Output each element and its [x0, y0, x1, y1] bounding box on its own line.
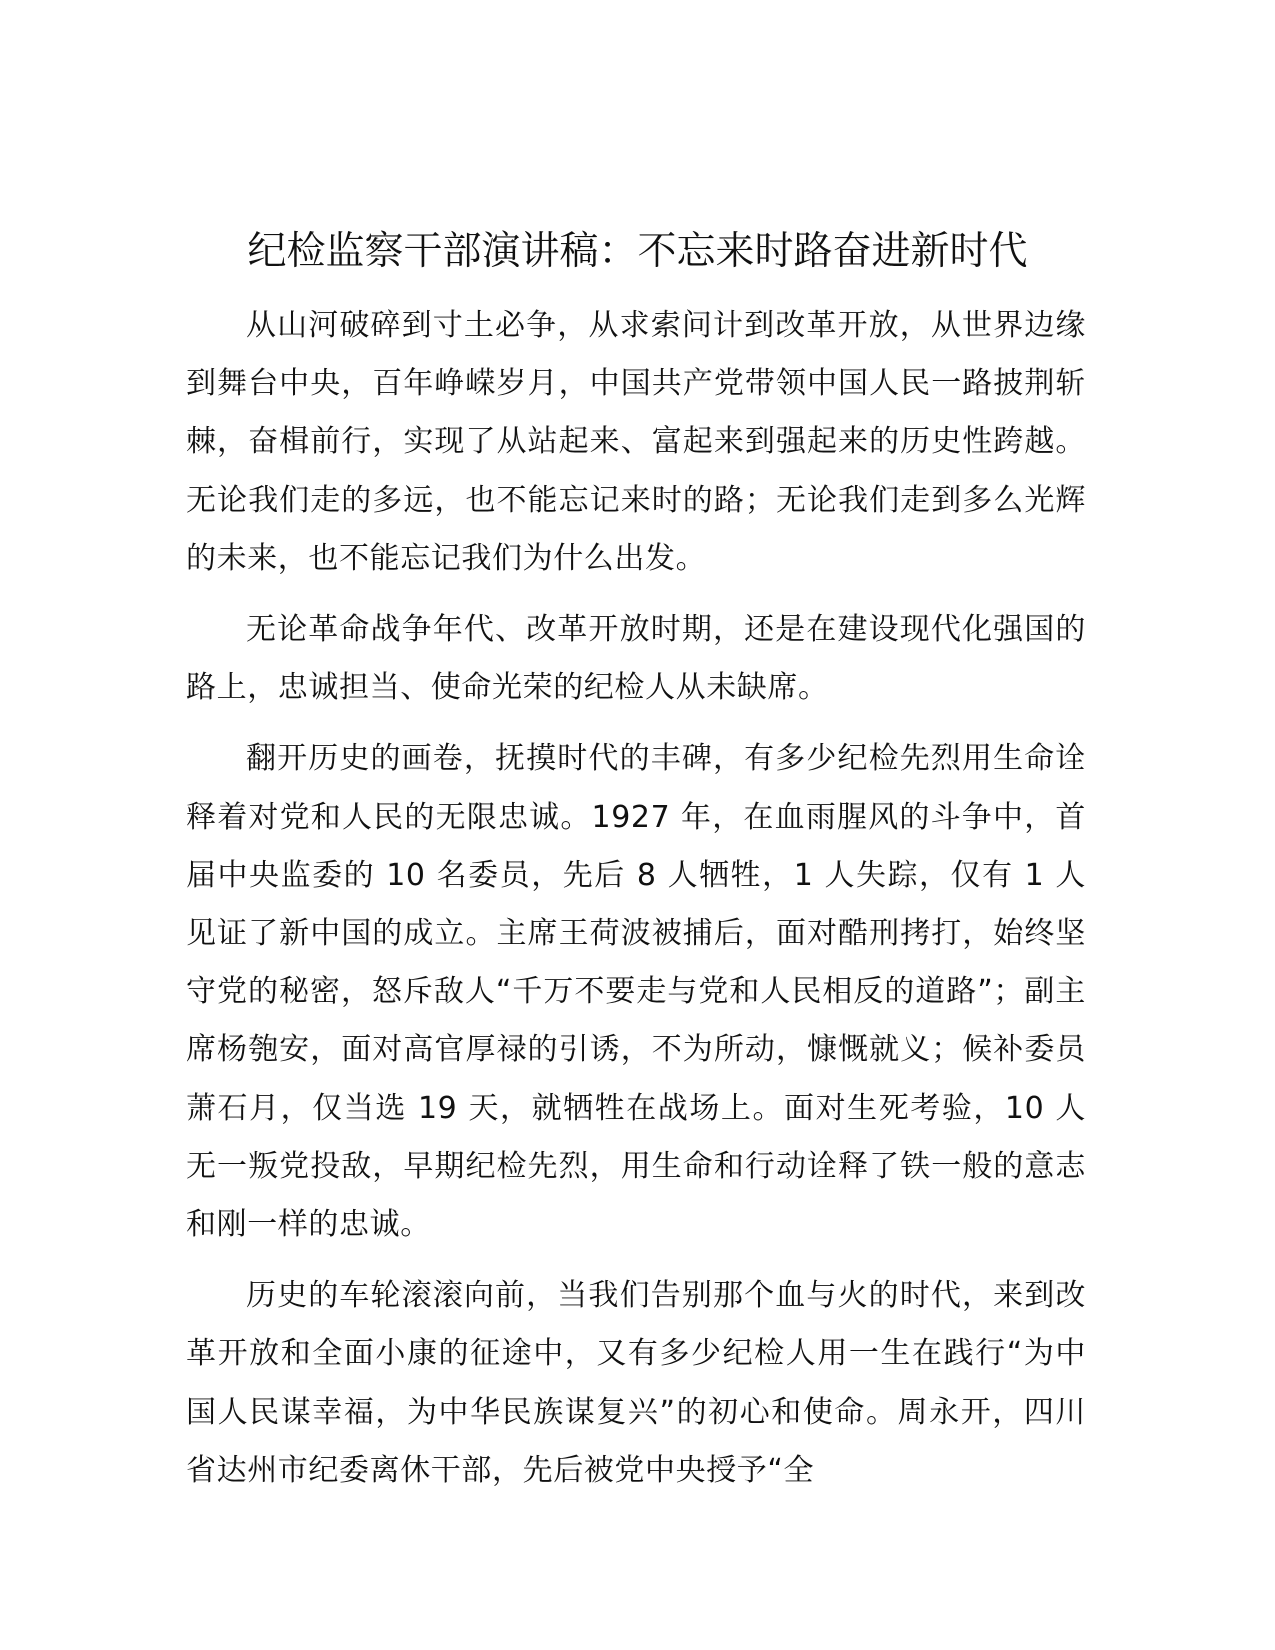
paragraph-4: 历史的车轮滚滚向前，当我们告别那个血与火的时代，来到改革开放和全面小康的征途中，又有多少纪检人用一生在践行“为中国人民谋幸福，为中华民族谋复兴”的初心和使命。周永开，四川省达州市纪委离休干部，先后被党中央授予“全 [186, 1278, 1086, 1488]
paragraph-1: 从山河破碎到寸土必争，从求索问计到改革开放，从世界边缘到舞台中央，百年峥嵘岁月，中国共产党带领中国人民一路披荆斩棘，奋楫前行，实现了从站起来、富起来到强起来的历史性跨越。无论我们走的多远，也不能忘记来时的路；无论我们走到多么光辉的未来，也不能忘记我们为什么出发。 [186, 308, 1086, 576]
paragraph-2: 无论革命战争年代、改革开放时期，还是在建设现代化强国的路上，忠诚担当、使命光荣的纪检人从未缺席。 [186, 612, 1086, 706]
document-body [186, 297, 1086, 1513]
document-title: 纪检监察干部演讲稿：不忘来时路奋进新时代 [247, 229, 1028, 274]
paragraph-3: 翻开历史的画卷，抚摸时代的丰碑，有多少纪检先烈用生命诠释着对党和人民的无限忠诚。1927 年，在血雨腥风的斗争中，首届中央监委的 10 名委员，先后 8 人牺牲，1 人失踪，仅有 1 人见证了新中国的成立。主席王荷波被捕后，面对酷刑拷打，始终坚守党的秘密，怒斥敌人“千万不要走与党和人民相反的道路”；副主席杨匏安，面对高官厚禄的引诱，不为所动，慷慨就义；候补委员萧石月，仅当选 19 天，就牺牲在战场上。面对生死考验，10 人无一叛党投敌，早期纪检先烈，用生命和行动诠释了铁一般的意志和刚一样的忠诚。 [186, 741, 1086, 1243]
